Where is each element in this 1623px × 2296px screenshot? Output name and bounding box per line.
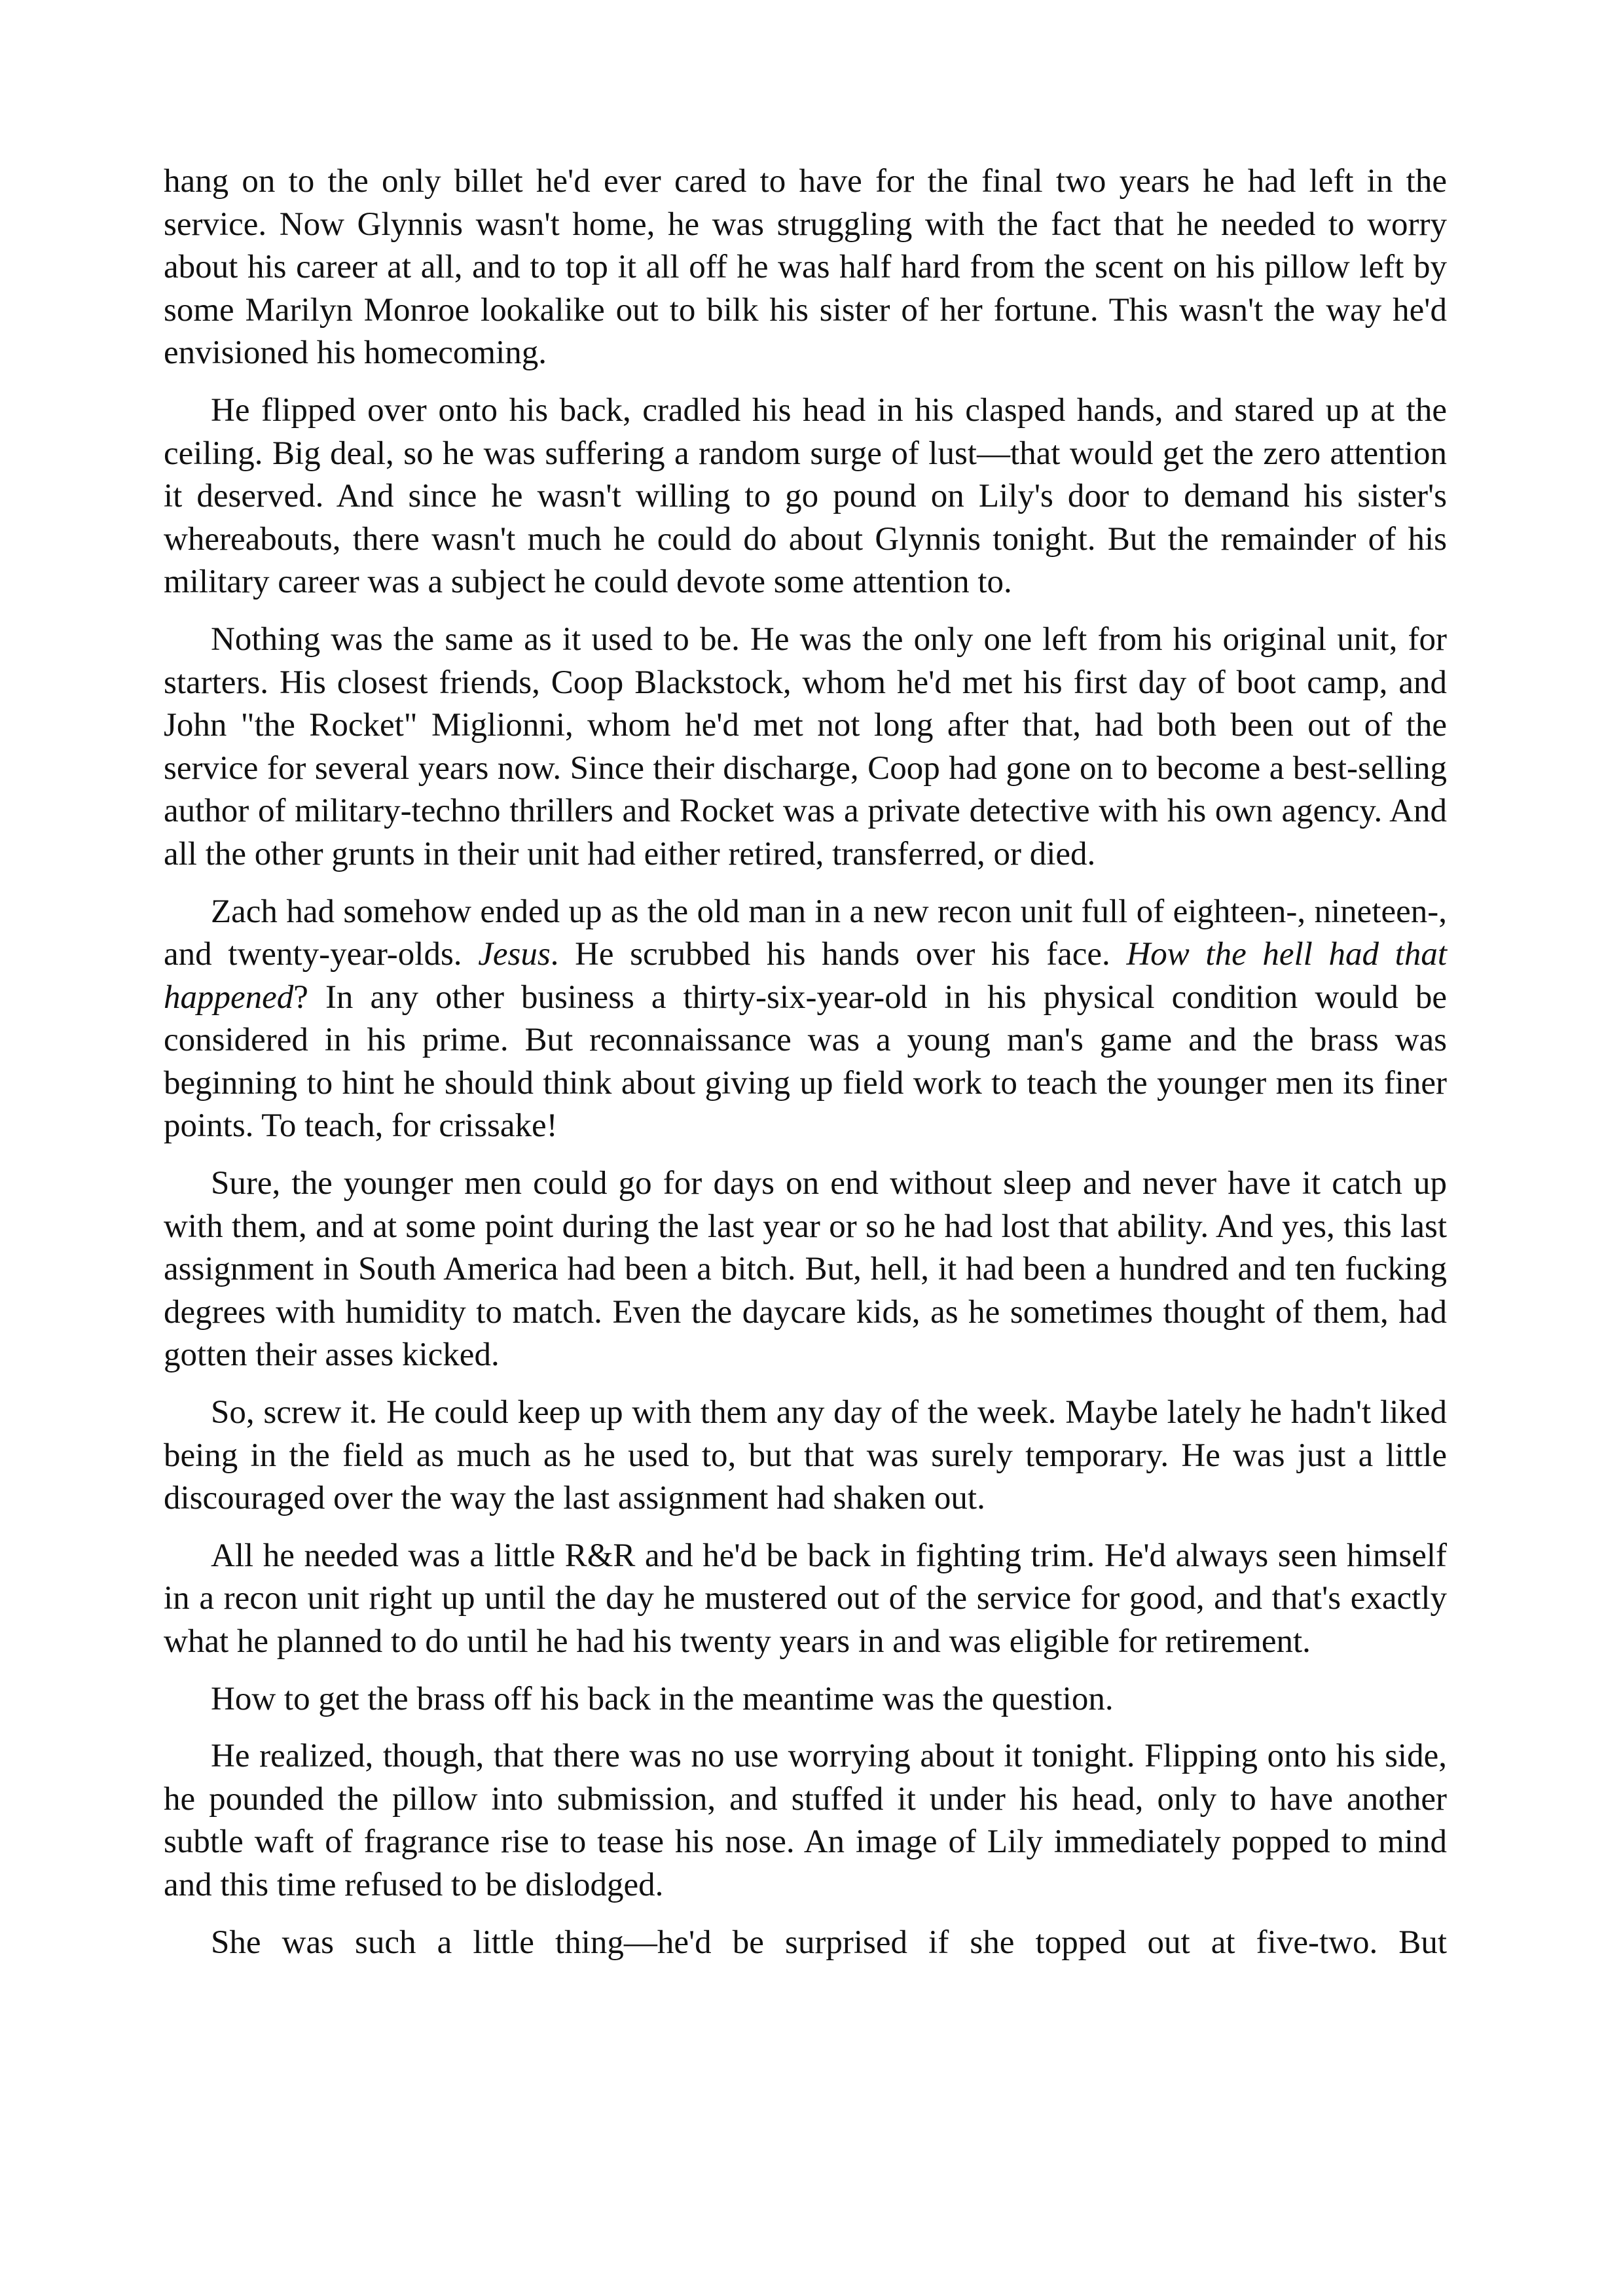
paragraph-9: He realized, though, that there was no use worrying about it tonight. Flipping onto his side, he pounded the pillow into submission, and stuffed it under his head, only to have another subtle waft of fragrance rise to tease his nose. An image of Lily immediately popped to mind and this time refused to be dislodged. xyxy=(164,1738,1447,1903)
paragraph-7: All he needed was a little R&R and he'd be back in fighting trim. He'd always seen himself in a recon unit right up until the day he mustered out of the service for good, and that's exactly what he planned to do until he had his twenty years in and was eligible for retirement. xyxy=(164,1537,1447,1660)
paragraph-2: He flipped over onto his back, cradled his head in his clasped hands, and stared up at the ceiling. Big deal, so he was suffering a random surge of lust—that would get the zero attention it deserved. And since he wasn't willing to go pound on Lily's door to demand his sister's whereabouts, there wasn't much he could do about Glynnis tonight. But the remainder of his military career was a subject he could devote some attention to. xyxy=(164,391,1447,601)
paragraph-4-text-a: Zach had somehow ended up as the old man in a new recon unit full of eighteen-, nineteen-, and twenty-year-olds. xyxy=(164,893,1447,973)
paragraph-6: So, screw it. He could keep up with them any day of the week. Maybe lately he hadn't liked being in the field as much as he used to, but that was surely temporary. He was just a little discouraged over the way the last assignment had shaken out. xyxy=(164,1394,1447,1517)
paragraph-4 xyxy=(164,891,1447,1149)
paragraph-4-text-e: ? In any other business a thirty-six-year-old in his physical condition would be considered in his prime. But reconnaissance was a young man's game and the brass was beginning to hint he should think about giving up field work to teach the younger men its finer points. To teach, for crissake! xyxy=(164,978,1447,1145)
paragraph-4-italic-question: How the hell had that happened xyxy=(164,936,1447,1016)
paragraph-4-italic-jesus: Jesus xyxy=(478,936,551,973)
paragraph-4-text-c: . He scrubbed his hands over his face. xyxy=(550,936,1127,973)
body-text xyxy=(164,160,1447,1979)
paragraph-8: How to get the brass off his back in the meantime was the question. xyxy=(211,1680,1114,1717)
paragraph-1: hang on to the only billet he'd ever cared to have for the final two years he had left in the service. Now Glynnis wasn't home, he was struggling with the fact that he needed to worry about his career at all, and to top it all off he was half hard from the scent on his pillow left by some Marilyn Monroe lookalike out to bilk his sister of her fortune. This wasn't the way he'd envisioned his homecoming. xyxy=(164,163,1447,372)
paragraph-5: Sure, the younger men could go for days on end without sleep and never have it catch up with them, and at some point during the last year or so he had lost that ability. And yes, this last assignment in South America had been a bitch. But, hell, it had been a hundred and ten fucking degrees with humidity to match. Even the daycare kids, as he sometimes thought of them, had gotten their asses kicked. xyxy=(164,1165,1447,1374)
paragraph-10: She was such a little thing—he'd be surprised if she topped out at five-two. But xyxy=(211,1924,1447,1961)
paragraph-3: Nothing was the same as it used to be. He was the only one left from his original unit, for starters. His closest friends, Coop Blackstock, whom he'd met his first day of boot camp, and John "the Rocket" Miglionni, whom he'd met not long after that, had both been out of the service for several years now. Since their discharge, Coop had gone on to become a best-selling author of military-techno thrillers and Rocket was a private detective with his own agency. And all the other grunts in their unit had either retired, transferred, or died. xyxy=(164,620,1447,872)
